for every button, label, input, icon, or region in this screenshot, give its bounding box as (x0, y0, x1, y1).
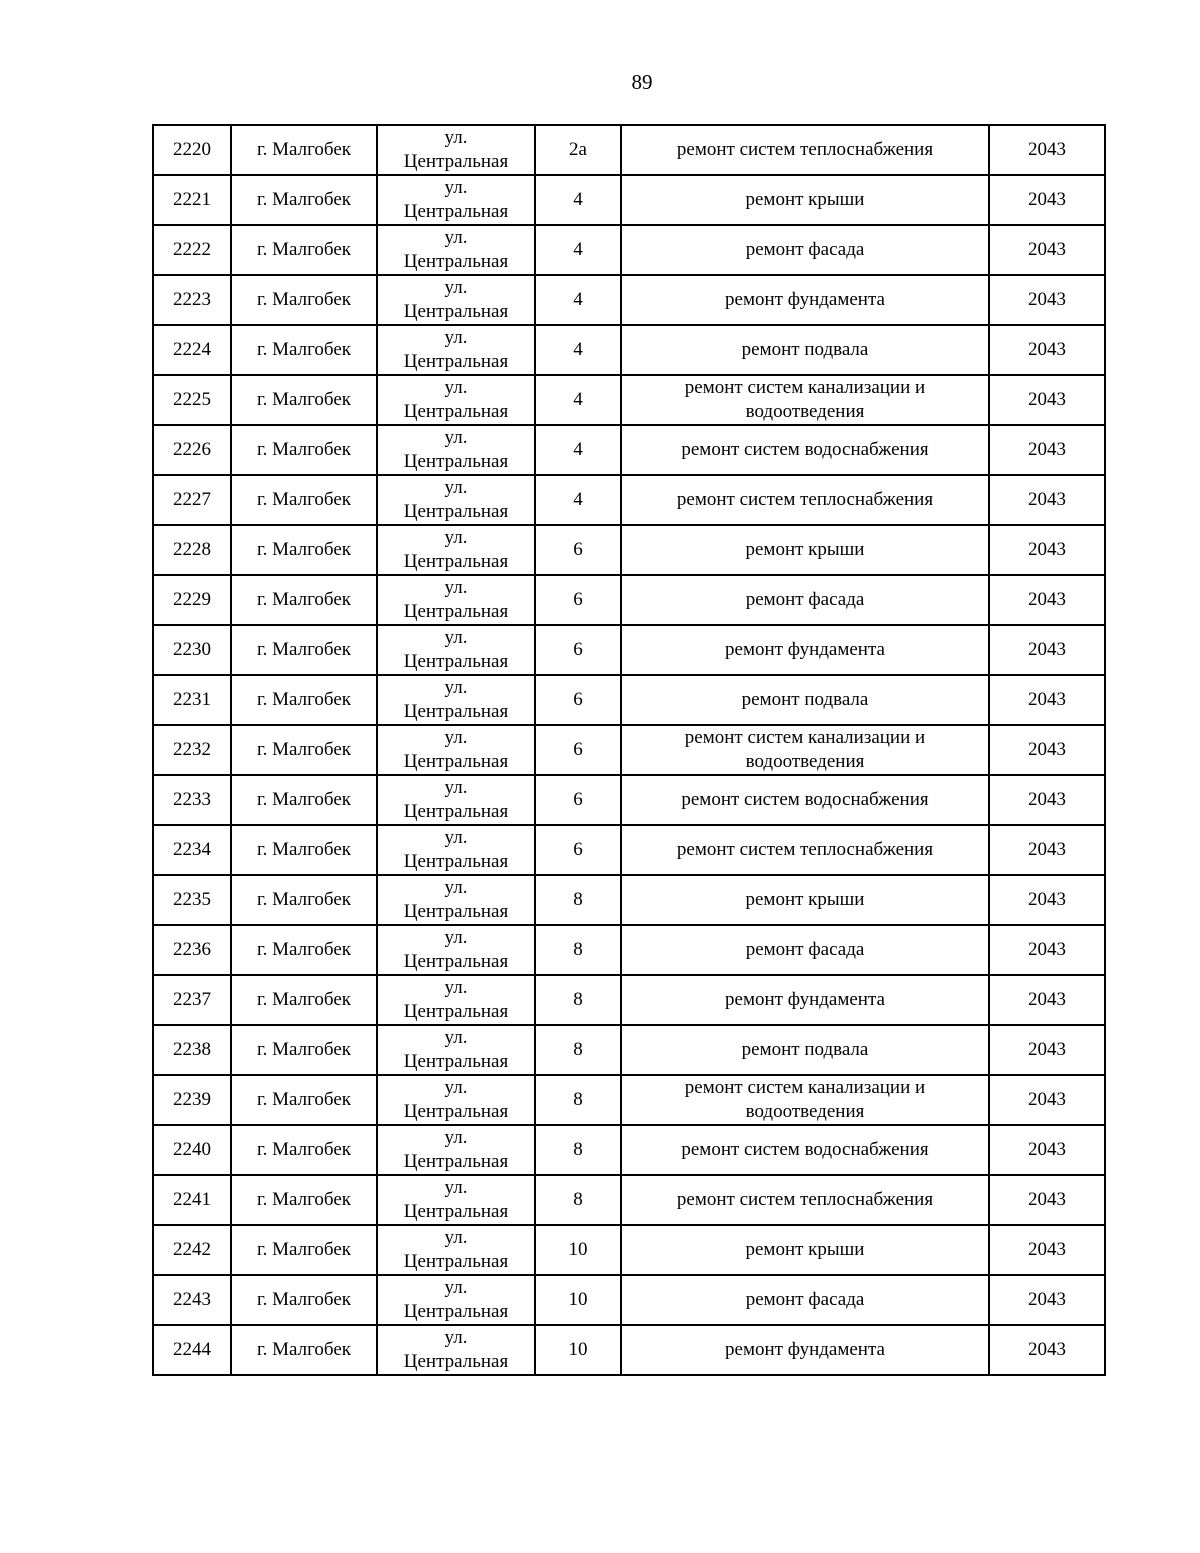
street-prefix: ул. (444, 627, 468, 648)
cell-city: г. Малгобек (231, 425, 377, 475)
table-row (153, 875, 1105, 925)
street-prefix: ул. (444, 877, 468, 898)
street-name: Центральная (403, 301, 509, 322)
cell-work-type: ремонт фасада (621, 1275, 989, 1325)
cell-house: 8 (535, 925, 621, 975)
cell-street (377, 875, 535, 925)
table-row (153, 675, 1105, 725)
cell-work-type: ремонт фасада (621, 575, 989, 625)
cell-year: 2043 (989, 975, 1105, 1025)
cell-work-type: ремонт подвала (621, 1025, 989, 1075)
street-prefix: ул. (444, 927, 468, 948)
cell-house: 4 (535, 425, 621, 475)
cell-number: 2243 (153, 1275, 231, 1325)
cell-year: 2043 (989, 325, 1105, 375)
cell-number: 2225 (153, 375, 231, 425)
cell-number: 2221 (153, 175, 231, 225)
street-name: Центральная (403, 501, 509, 522)
table-row (153, 375, 1105, 425)
cell-number: 2234 (153, 825, 231, 875)
cell-year: 2043 (989, 125, 1105, 175)
cell-city: г. Малгобек (231, 725, 377, 775)
cell-street (377, 575, 535, 625)
street-name: Центральная (403, 151, 509, 172)
table-row (153, 625, 1105, 675)
street-name: Центральная (403, 751, 509, 772)
street-name: Центральная (403, 601, 509, 622)
cell-work-type: ремонт подвала (621, 675, 989, 725)
street-prefix: ул. (444, 1077, 468, 1098)
cell-year: 2043 (989, 625, 1105, 675)
cell-year: 2043 (989, 1325, 1105, 1375)
cell-city: г. Малгобек (231, 1125, 377, 1175)
street-prefix: ул. (444, 377, 468, 398)
cell-house: 8 (535, 1075, 621, 1125)
cell-year: 2043 (989, 1075, 1105, 1125)
cell-work-type: ремонт крыши (621, 175, 989, 225)
street-prefix: ул. (444, 1277, 468, 1298)
table-row (153, 725, 1105, 775)
table-row (153, 1225, 1105, 1275)
street-name: Центральная (403, 651, 509, 672)
cell-house: 4 (535, 275, 621, 325)
table-row (153, 575, 1105, 625)
cell-house: 10 (535, 1275, 621, 1325)
cell-city: г. Малгобек (231, 825, 377, 875)
cell-house: 6 (535, 625, 621, 675)
street-name: Центральная (403, 851, 509, 872)
cell-city: г. Малгобек (231, 225, 377, 275)
street-prefix: ул. (444, 127, 468, 148)
street-name: Центральная (403, 1201, 509, 1222)
street-name: Центральная (403, 951, 509, 972)
street-prefix: ул. (444, 1327, 468, 1348)
cell-house: 8 (535, 875, 621, 925)
cell-house: 6 (535, 525, 621, 575)
cell-year: 2043 (989, 425, 1105, 475)
street-name: Центральная (403, 701, 509, 722)
cell-number: 2233 (153, 775, 231, 825)
cell-street (377, 1325, 535, 1375)
cell-year: 2043 (989, 1225, 1105, 1275)
street-name: Центральная (403, 801, 509, 822)
cell-street (377, 425, 535, 475)
repair-schedule-table (152, 124, 1106, 1376)
street-name: Центральная (403, 901, 509, 922)
street-prefix: ул. (444, 777, 468, 798)
cell-work-type: ремонт систем водоснабжения (621, 775, 989, 825)
cell-number: 2230 (153, 625, 231, 675)
table-row (153, 775, 1105, 825)
cell-street (377, 975, 535, 1025)
table-row (153, 925, 1105, 975)
street-name: Центральная (403, 551, 509, 572)
table-row (153, 1275, 1105, 1325)
cell-house: 2а (535, 125, 621, 175)
cell-street (377, 1025, 535, 1075)
cell-house: 8 (535, 1025, 621, 1075)
cell-number: 2242 (153, 1225, 231, 1275)
table-body (153, 125, 1105, 1375)
street-prefix: ул. (444, 1227, 468, 1248)
street-name: Центральная (403, 1301, 509, 1322)
cell-work-type: ремонт систем канализации и водоотведения (621, 1075, 989, 1125)
cell-year: 2043 (989, 575, 1105, 625)
cell-year: 2043 (989, 1025, 1105, 1075)
cell-year: 2043 (989, 175, 1105, 225)
cell-city: г. Малгобек (231, 1025, 377, 1075)
table-row (153, 475, 1105, 525)
cell-street (377, 525, 535, 575)
cell-work-type: ремонт подвала (621, 325, 989, 375)
cell-street (377, 775, 535, 825)
cell-year: 2043 (989, 225, 1105, 275)
cell-house: 8 (535, 1125, 621, 1175)
cell-house: 6 (535, 825, 621, 875)
cell-street (377, 1275, 535, 1325)
cell-work-type: ремонт фундамента (621, 975, 989, 1025)
cell-year: 2043 (989, 375, 1105, 425)
cell-work-type: ремонт фасада (621, 225, 989, 275)
street-prefix: ул. (444, 477, 468, 498)
cell-city: г. Малгобек (231, 525, 377, 575)
cell-year: 2043 (989, 1125, 1105, 1175)
cell-city: г. Малгобек (231, 175, 377, 225)
table-row (153, 325, 1105, 375)
cell-street (377, 275, 535, 325)
cell-city: г. Малгобек (231, 375, 377, 425)
cell-house: 4 (535, 325, 621, 375)
cell-number: 2224 (153, 325, 231, 375)
cell-year: 2043 (989, 1275, 1105, 1325)
table-row (153, 125, 1105, 175)
cell-house: 8 (535, 975, 621, 1025)
cell-work-type: ремонт систем теплоснабжения (621, 475, 989, 525)
cell-work-type: ремонт фундамента (621, 275, 989, 325)
cell-work-type: ремонт систем канализации и водоотведения (621, 375, 989, 425)
cell-number: 2241 (153, 1175, 231, 1225)
street-prefix: ул. (444, 1027, 468, 1048)
table-row (153, 275, 1105, 325)
cell-city: г. Малгобек (231, 675, 377, 725)
cell-number: 2240 (153, 1125, 231, 1175)
cell-street (377, 825, 535, 875)
cell-number: 2227 (153, 475, 231, 525)
cell-year: 2043 (989, 525, 1105, 575)
street-prefix: ул. (444, 427, 468, 448)
cell-street (377, 625, 535, 675)
table-row (153, 1175, 1105, 1225)
cell-number: 2238 (153, 1025, 231, 1075)
table-row (153, 1325, 1105, 1375)
cell-work-type: ремонт крыши (621, 1225, 989, 1275)
table-row (153, 825, 1105, 875)
cell-city: г. Малгобек (231, 575, 377, 625)
cell-city: г. Малгобек (231, 875, 377, 925)
cell-number: 2220 (153, 125, 231, 175)
street-prefix: ул. (444, 277, 468, 298)
cell-work-type: ремонт крыши (621, 525, 989, 575)
cell-year: 2043 (989, 275, 1105, 325)
cell-number: 2232 (153, 725, 231, 775)
street-prefix: ул. (444, 1177, 468, 1198)
cell-number: 2228 (153, 525, 231, 575)
cell-work-type: ремонт фундамента (621, 625, 989, 675)
cell-street (377, 475, 535, 525)
cell-street (377, 1175, 535, 1225)
cell-city: г. Малгобек (231, 775, 377, 825)
cell-work-type: ремонт крыши (621, 875, 989, 925)
cell-year: 2043 (989, 725, 1105, 775)
street-name: Центральная (403, 1351, 509, 1372)
cell-house: 6 (535, 725, 621, 775)
cell-year: 2043 (989, 675, 1105, 725)
table-row (153, 225, 1105, 275)
table-row (153, 1125, 1105, 1175)
cell-house: 4 (535, 225, 621, 275)
street-prefix: ул. (444, 227, 468, 248)
cell-city: г. Малгобек (231, 1075, 377, 1125)
cell-work-type: ремонт систем теплоснабжения (621, 1175, 989, 1225)
cell-number: 2223 (153, 275, 231, 325)
cell-street (377, 925, 535, 975)
table-row (153, 1025, 1105, 1075)
cell-year: 2043 (989, 825, 1105, 875)
page-number: 89 (631, 70, 653, 94)
cell-year: 2043 (989, 875, 1105, 925)
cell-year: 2043 (989, 775, 1105, 825)
cell-work-type: ремонт систем теплоснабжения (621, 825, 989, 875)
street-prefix: ул. (444, 577, 468, 598)
cell-house: 6 (535, 675, 621, 725)
cell-street (377, 1075, 535, 1125)
table-row (153, 1075, 1105, 1125)
cell-city: г. Малгобек (231, 625, 377, 675)
cell-house: 4 (535, 475, 621, 525)
cell-number: 2237 (153, 975, 231, 1025)
cell-city: г. Малгобек (231, 975, 377, 1025)
table-row (153, 525, 1105, 575)
street-prefix: ул. (444, 527, 468, 548)
cell-year: 2043 (989, 925, 1105, 975)
table-row (153, 975, 1105, 1025)
street-prefix: ул. (444, 177, 468, 198)
cell-street (377, 325, 535, 375)
street-name: Центральная (403, 351, 509, 372)
cell-city: г. Малгобек (231, 1275, 377, 1325)
cell-house: 4 (535, 175, 621, 225)
cell-number: 2231 (153, 675, 231, 725)
street-prefix: ул. (444, 1127, 468, 1148)
table-row (153, 175, 1105, 225)
cell-work-type: ремонт фасада (621, 925, 989, 975)
street-name: Центральная (403, 201, 509, 222)
street-prefix: ул. (444, 677, 468, 698)
street-name: Центральная (403, 401, 509, 422)
cell-city: г. Малгобек (231, 1325, 377, 1375)
cell-city: г. Малгобек (231, 125, 377, 175)
cell-number: 2239 (153, 1075, 231, 1125)
street-prefix: ул. (444, 727, 468, 748)
street-prefix: ул. (444, 977, 468, 998)
cell-street (377, 375, 535, 425)
street-name: Центральная (403, 451, 509, 472)
cell-street (377, 175, 535, 225)
cell-city: г. Малгобек (231, 925, 377, 975)
cell-street (377, 725, 535, 775)
cell-house: 10 (535, 1325, 621, 1375)
cell-work-type: ремонт систем канализации и водоотведения (621, 725, 989, 775)
cell-year: 2043 (989, 1175, 1105, 1225)
cell-street (377, 225, 535, 275)
street-name: Центральная (403, 1151, 509, 1172)
cell-city: г. Малгобек (231, 325, 377, 375)
cell-street (377, 125, 535, 175)
cell-house: 10 (535, 1225, 621, 1275)
cell-number: 2244 (153, 1325, 231, 1375)
street-name: Центральная (403, 1001, 509, 1022)
street-name: Центральная (403, 1251, 509, 1272)
cell-work-type: ремонт систем водоснабжения (621, 1125, 989, 1175)
street-prefix: ул. (444, 327, 468, 348)
cell-street (377, 1125, 535, 1175)
street-name: Центральная (403, 1101, 509, 1122)
cell-city: г. Малгобек (231, 475, 377, 525)
street-name: Центральная (403, 1051, 509, 1072)
cell-house: 8 (535, 1175, 621, 1225)
cell-work-type: ремонт систем теплоснабжения (621, 125, 989, 175)
cell-year: 2043 (989, 475, 1105, 525)
cell-street (377, 1225, 535, 1275)
cell-work-type: ремонт систем водоснабжения (621, 425, 989, 475)
table-row (153, 425, 1105, 475)
cell-number: 2229 (153, 575, 231, 625)
cell-city: г. Малгобек (231, 275, 377, 325)
street-name: Центральная (403, 251, 509, 272)
cell-number: 2226 (153, 425, 231, 475)
cell-city: г. Малгобек (231, 1175, 377, 1225)
cell-house: 6 (535, 775, 621, 825)
cell-house: 4 (535, 375, 621, 425)
cell-street (377, 675, 535, 725)
cell-number: 2222 (153, 225, 231, 275)
cell-house: 6 (535, 575, 621, 625)
cell-work-type: ремонт фундамента (621, 1325, 989, 1375)
cell-number: 2236 (153, 925, 231, 975)
cell-city: г. Малгобек (231, 1225, 377, 1275)
cell-number: 2235 (153, 875, 231, 925)
street-prefix: ул. (444, 827, 468, 848)
